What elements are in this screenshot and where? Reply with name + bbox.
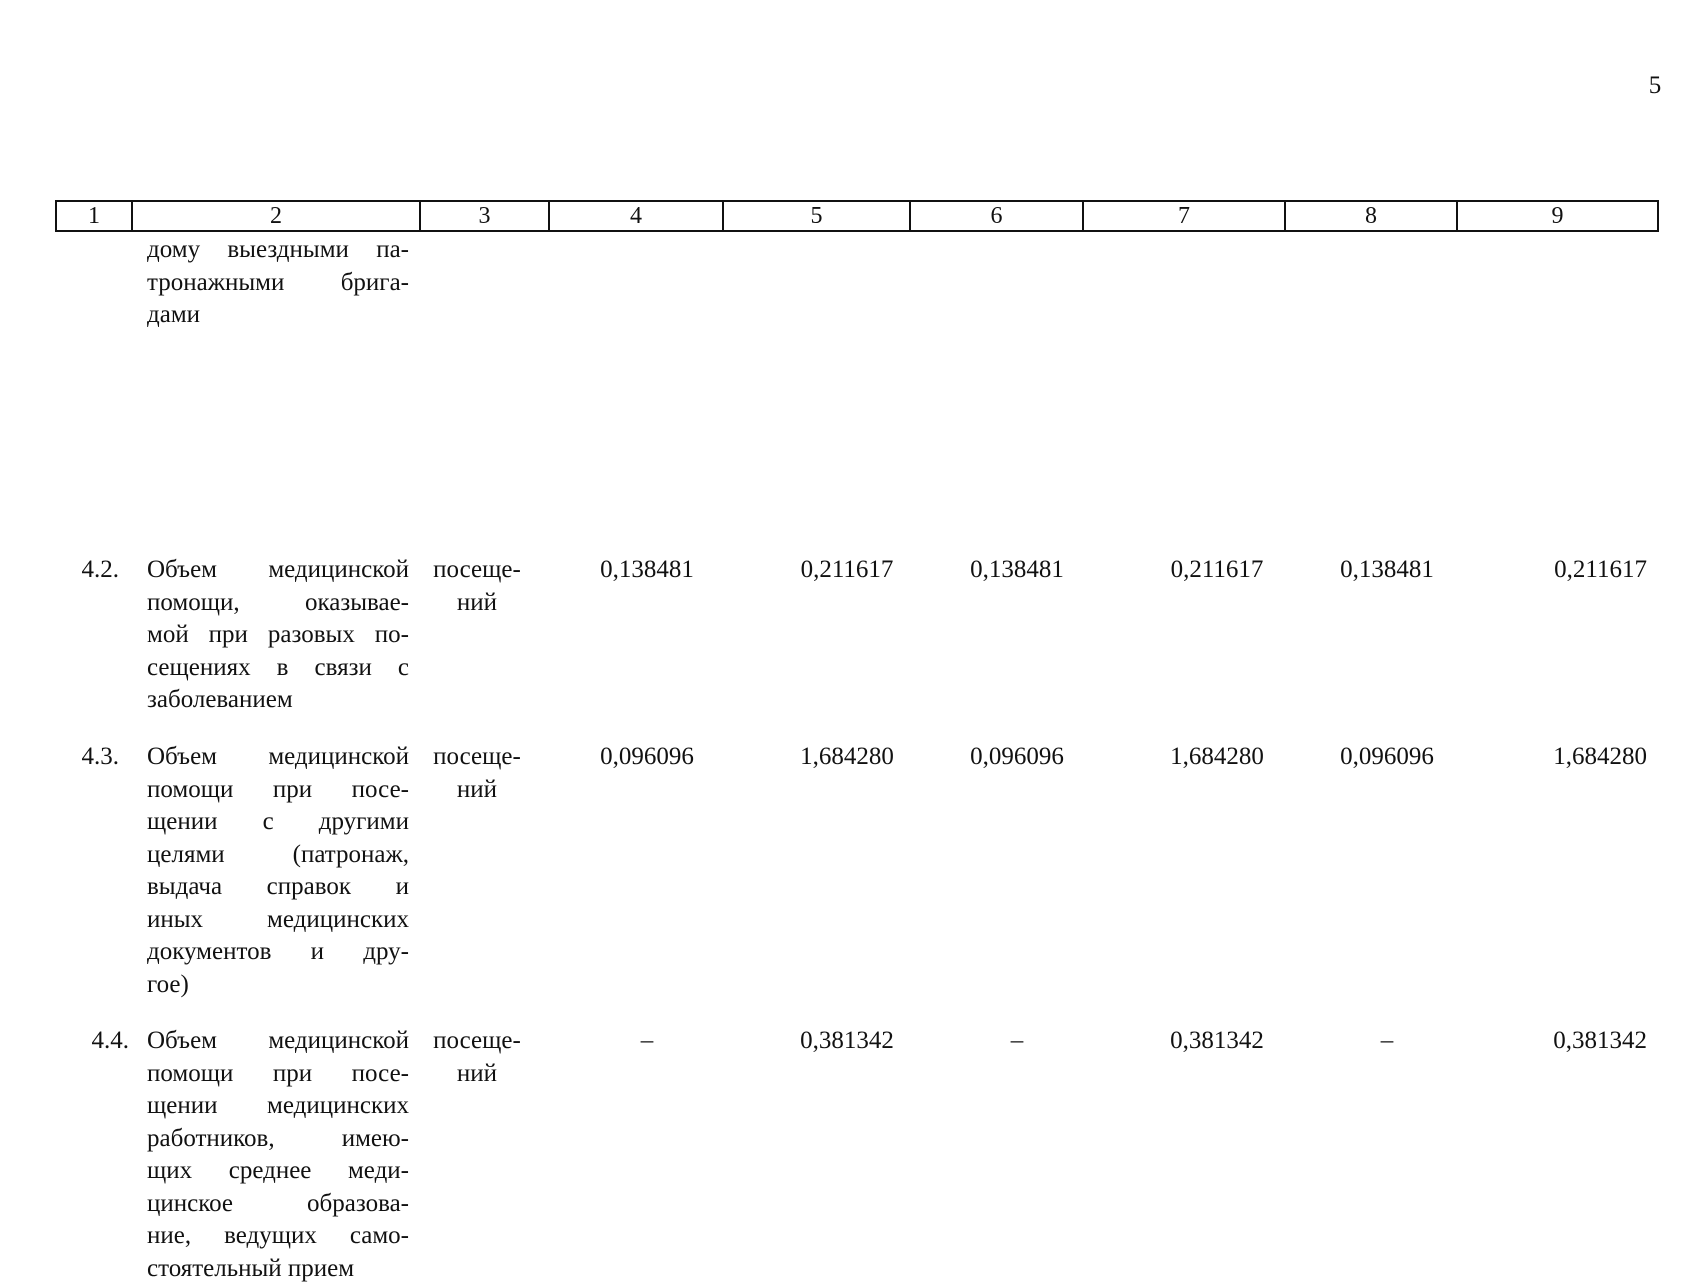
description-line: выдача справок и: [147, 871, 409, 904]
value-col-9: 0,381342: [1497, 1025, 1647, 1058]
description-line: работников, имею-: [147, 1123, 409, 1156]
description-line: Объем медицинской: [147, 741, 409, 774]
description-line: иных медицинских: [147, 904, 409, 937]
row-description: [147, 1025, 409, 1285]
value-col-6: –: [947, 1025, 1087, 1058]
value-col-4: 0,138481: [577, 554, 717, 587]
description-line: цинское образова-: [147, 1188, 409, 1221]
description-line: сещениях в связи с: [147, 652, 409, 685]
row-description: [147, 234, 409, 332]
description-line: мой при разовых по-: [147, 619, 409, 652]
description-line: щих среднее меди-: [147, 1155, 409, 1188]
row-number: 4.3.: [57, 741, 119, 774]
value-col-6: 0,096096: [947, 741, 1087, 774]
value-col-7: 0,381342: [1147, 1025, 1287, 1058]
value-col-7: 1,684280: [1147, 741, 1287, 774]
row-number: 4.4.: [57, 1025, 129, 1058]
table-header-row: [57, 200, 1659, 232]
description-line: гое): [147, 969, 409, 1002]
row-number: 4.2.: [57, 554, 119, 587]
header-col-1: 1: [55, 200, 133, 232]
row-description: [147, 741, 409, 1001]
value-col-4: –: [577, 1025, 717, 1058]
header-col-7: 7: [1082, 200, 1286, 232]
description-line: помощи при посе-: [147, 1058, 409, 1091]
row-unit: [427, 554, 527, 619]
value-col-7: 0,211617: [1147, 554, 1287, 587]
description-line: помощи при посе-: [147, 774, 409, 807]
row-unit: [427, 1025, 527, 1090]
header-col-3: 3: [419, 200, 550, 232]
header-col-6: 6: [909, 200, 1084, 232]
description-line: дами: [147, 299, 409, 332]
header-col-8: 8: [1284, 200, 1458, 232]
value-col-8: 0,096096: [1317, 741, 1457, 774]
description-line: заболеванием: [147, 684, 409, 717]
unit-line: посеще-: [427, 1025, 527, 1058]
header-col-5: 5: [722, 200, 911, 232]
description-line: щении медицинских: [147, 1090, 409, 1123]
description-line: целями (патронаж,: [147, 839, 409, 872]
value-col-4: 0,096096: [577, 741, 717, 774]
value-col-5: 0,211617: [777, 554, 917, 587]
description-line: помощи, оказывае-: [147, 587, 409, 620]
description-line: тронажными брига-: [147, 267, 409, 300]
value-col-5: 1,684280: [777, 741, 917, 774]
unit-line: посеще-: [427, 741, 527, 774]
page-number: 5: [1640, 72, 1670, 100]
row-description: [147, 554, 409, 717]
value-col-8: 0,138481: [1317, 554, 1457, 587]
row-unit: [427, 741, 527, 806]
description-line: стоятельный прием: [147, 1253, 409, 1285]
unit-line: ний: [427, 774, 527, 807]
value-col-8: –: [1317, 1025, 1457, 1058]
description-line: Объем медицинской: [147, 554, 409, 587]
value-col-9: 0,211617: [1497, 554, 1647, 587]
description-line: Объем медицинской: [147, 1025, 409, 1058]
description-line: ние, ведущих само-: [147, 1220, 409, 1253]
header-col-4: 4: [548, 200, 724, 232]
unit-line: ний: [427, 1058, 527, 1091]
value-col-6: 0,138481: [947, 554, 1087, 587]
header-col-9: 9: [1456, 200, 1659, 232]
unit-line: посеще-: [427, 554, 527, 587]
description-line: щении с другими: [147, 806, 409, 839]
value-col-5: 0,381342: [777, 1025, 917, 1058]
description-line: дому выездными па-: [147, 234, 409, 267]
value-col-9: 1,684280: [1497, 741, 1647, 774]
description-line: документов и дру-: [147, 936, 409, 969]
unit-line: ний: [427, 587, 527, 620]
header-col-2: 2: [131, 200, 421, 232]
